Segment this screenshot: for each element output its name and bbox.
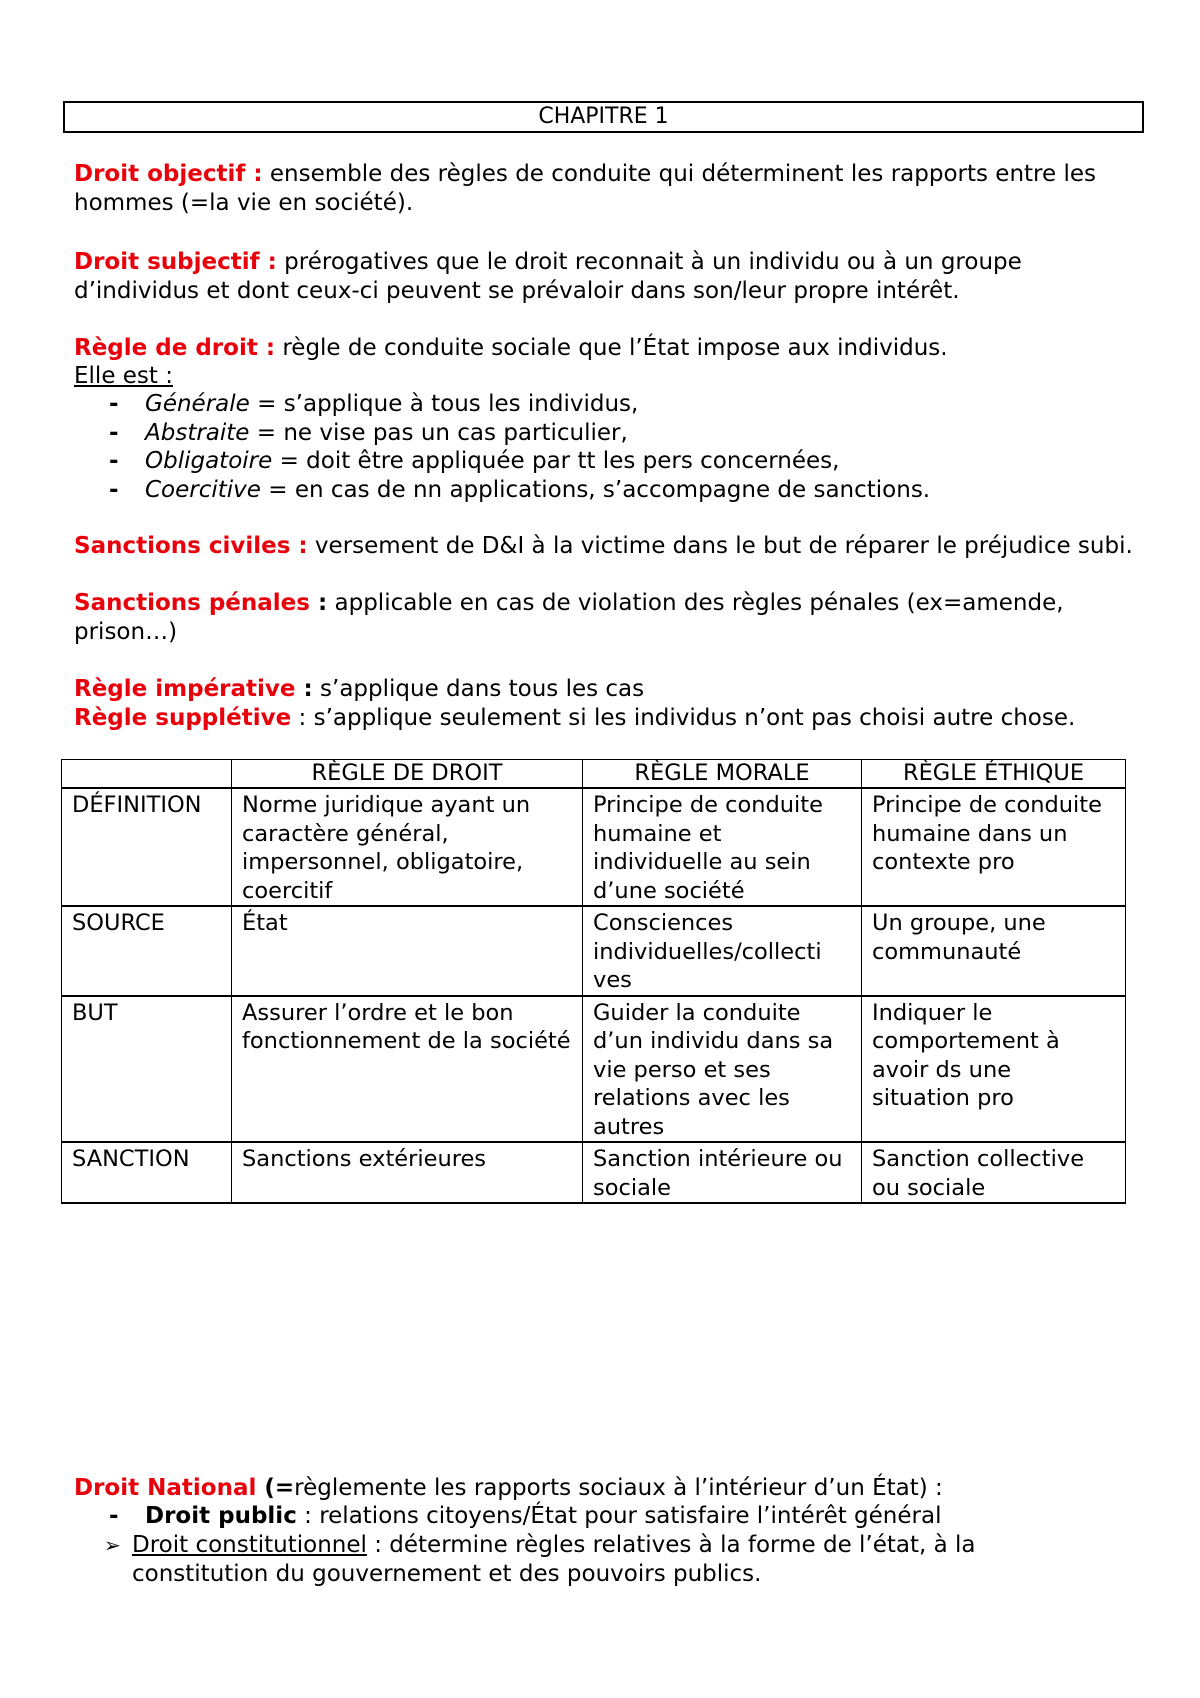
- characteristic-term: Obligatoire: [145, 448, 273, 474]
- table-row-label: DÉFINITION: [62, 788, 232, 906]
- table-row-label: SOURCE: [62, 906, 232, 996]
- term-droit-subjectif: Droit subjectif :: [74, 249, 277, 275]
- table-cell: Un groupe, une communauté: [862, 906, 1126, 996]
- characteristic-text: = ne vise pas un cas particulier,: [249, 419, 628, 446]
- table-cell: Indiquer le comportement à avoir ds une situation pro: [862, 996, 1126, 1143]
- table-row: [62, 788, 1126, 906]
- term-sanctions-penales: Sanctions pénales: [74, 590, 310, 616]
- definition-regle-de-droit: [74, 334, 1154, 363]
- list-item: [74, 419, 1154, 448]
- term-regle-suppletive: Règle supplétive: [74, 705, 292, 731]
- list-item: [74, 1502, 1154, 1531]
- regle-suppletive: [74, 704, 1154, 733]
- table-header-cell: [62, 760, 232, 789]
- table-row-label: BUT: [62, 996, 232, 1143]
- definition-droit-subjectif: [74, 248, 1154, 305]
- definition-droit-objectif: [74, 160, 1154, 217]
- elle-est-label: Elle est :: [74, 363, 173, 389]
- table-cell: Sanction collective ou sociale: [862, 1142, 1126, 1203]
- text-droit-public: : relations citoyens/État pour satisfaire l’intérêt général: [296, 1503, 942, 1529]
- term-droit-objectif: Droit objectif :: [74, 161, 263, 187]
- characteristic-term: Coercitive: [145, 476, 261, 503]
- colon-regle-imperative: :: [295, 676, 313, 702]
- table-cell: Sanction intérieure ou sociale: [583, 1142, 862, 1203]
- chapter-title: CHAPITRE 1: [63, 101, 1144, 133]
- characteristic-term: Générale: [145, 391, 250, 417]
- text-droit-national: règlemente les rapports sociaux à l’intérieur d’un État) :: [294, 1475, 943, 1501]
- table-header-cell: RÈGLE DE DROIT: [232, 760, 583, 789]
- term-regle-de-droit: Règle de droit :: [74, 335, 276, 361]
- colon-sanctions-penales: :: [309, 590, 328, 616]
- table-header-row: [62, 760, 1126, 789]
- text-droit-subjectif: prérogatives que le droit reconnait à un individu ou à un groupe d’individus et dont ceux-ci peuvent se prévaloir dans son/leur propre intérêt.: [74, 249, 1022, 304]
- text-droit-objectif: ensemble des règles de conduite qui déterminent les rapports entre les hommes (=la vie en société).: [74, 161, 1096, 216]
- list-item: [74, 447, 1154, 476]
- dash-marker: -: [109, 391, 119, 417]
- term-droit-national: Droit National: [74, 1475, 257, 1501]
- regle-imperative: [74, 675, 1154, 704]
- table-cell: Guider la conduite d’un individu dans sa vie perso et ses relations avec les autres: [583, 996, 862, 1143]
- arrow-bullet-icon: ➢: [104, 1533, 121, 1557]
- characteristics-list: [74, 390, 1154, 504]
- droit-constitutionnel: [104, 1531, 1092, 1588]
- table-cell: Principe de conduite humaine dans un contexte pro: [862, 788, 1126, 906]
- text-regle-suppletive: : s’applique seulement si les individus n’ont pas choisi autre chose.: [291, 705, 1076, 731]
- dash-marker: -: [109, 448, 119, 474]
- term-regle-imperative: Règle impérative: [74, 676, 296, 702]
- dash-marker: -: [109, 476, 119, 503]
- table-row: [62, 906, 1126, 996]
- table-row-label: SANCTION: [62, 1142, 232, 1203]
- characteristic-text: = s’applique à tous les individus,: [249, 391, 639, 417]
- text-regle-imperative: s’applique dans tous les cas: [312, 676, 645, 702]
- characteristic-term: Abstraite: [145, 419, 250, 446]
- sanctions-civiles: [74, 532, 1154, 561]
- dash-marker: -: [109, 419, 119, 446]
- text-droit-constitutionnel: : détermine règles relatives à la forme de l’état, à la constitution du gouvernement et des pouvoirs publics.: [132, 1532, 976, 1587]
- droit-national: [74, 1474, 1154, 1503]
- text-regle-de-droit: règle de conduite sociale que l’État impose aux individus.: [275, 335, 948, 361]
- text-sanctions-civiles: versement de D&I à la victime dans le but de réparer le préjudice subi.: [307, 533, 1133, 559]
- sanctions-penales: [74, 589, 1154, 646]
- table-row: [62, 996, 1126, 1143]
- term-droit-public: Droit public: [145, 1503, 297, 1529]
- droit-national-list: [74, 1502, 1154, 1531]
- term-sanctions-civiles: Sanctions civiles :: [74, 533, 308, 559]
- table-cell: État: [232, 906, 583, 996]
- table-cell: Norme juridique ayant un caractère général, impersonnel, obligatoire, coercitif: [232, 788, 583, 906]
- table-cell: Consciences individuelles/collecti ves: [583, 906, 862, 996]
- open-paren: (=: [256, 1475, 295, 1501]
- comparison-table: [61, 759, 1126, 1204]
- table-cell: Principe de conduite humaine et individuelle au sein d’une société: [583, 788, 862, 906]
- characteristic-text: = doit être appliquée par tt les pers concernées,: [272, 448, 840, 474]
- dash-marker: -: [109, 1503, 119, 1529]
- term-droit-constitutionnel: Droit constitutionnel: [132, 1532, 367, 1558]
- table-cell: Assurer l’ordre et le bon fonctionnement de la société: [232, 996, 583, 1143]
- table-row: [62, 1142, 1126, 1203]
- text-sanctions-penales: applicable en cas de violation des règles pénales (ex=amende, prison…): [74, 590, 1064, 645]
- table-header-cell: RÈGLE MORALE: [583, 760, 862, 789]
- table-header-cell: RÈGLE ÉTHIQUE: [862, 760, 1126, 789]
- table-cell: Sanctions extérieures: [232, 1142, 583, 1203]
- list-item: [74, 390, 1154, 419]
- characteristic-text: = en cas de nn applications, s’accompagne de sanctions.: [260, 476, 931, 503]
- list-item: [74, 476, 1154, 505]
